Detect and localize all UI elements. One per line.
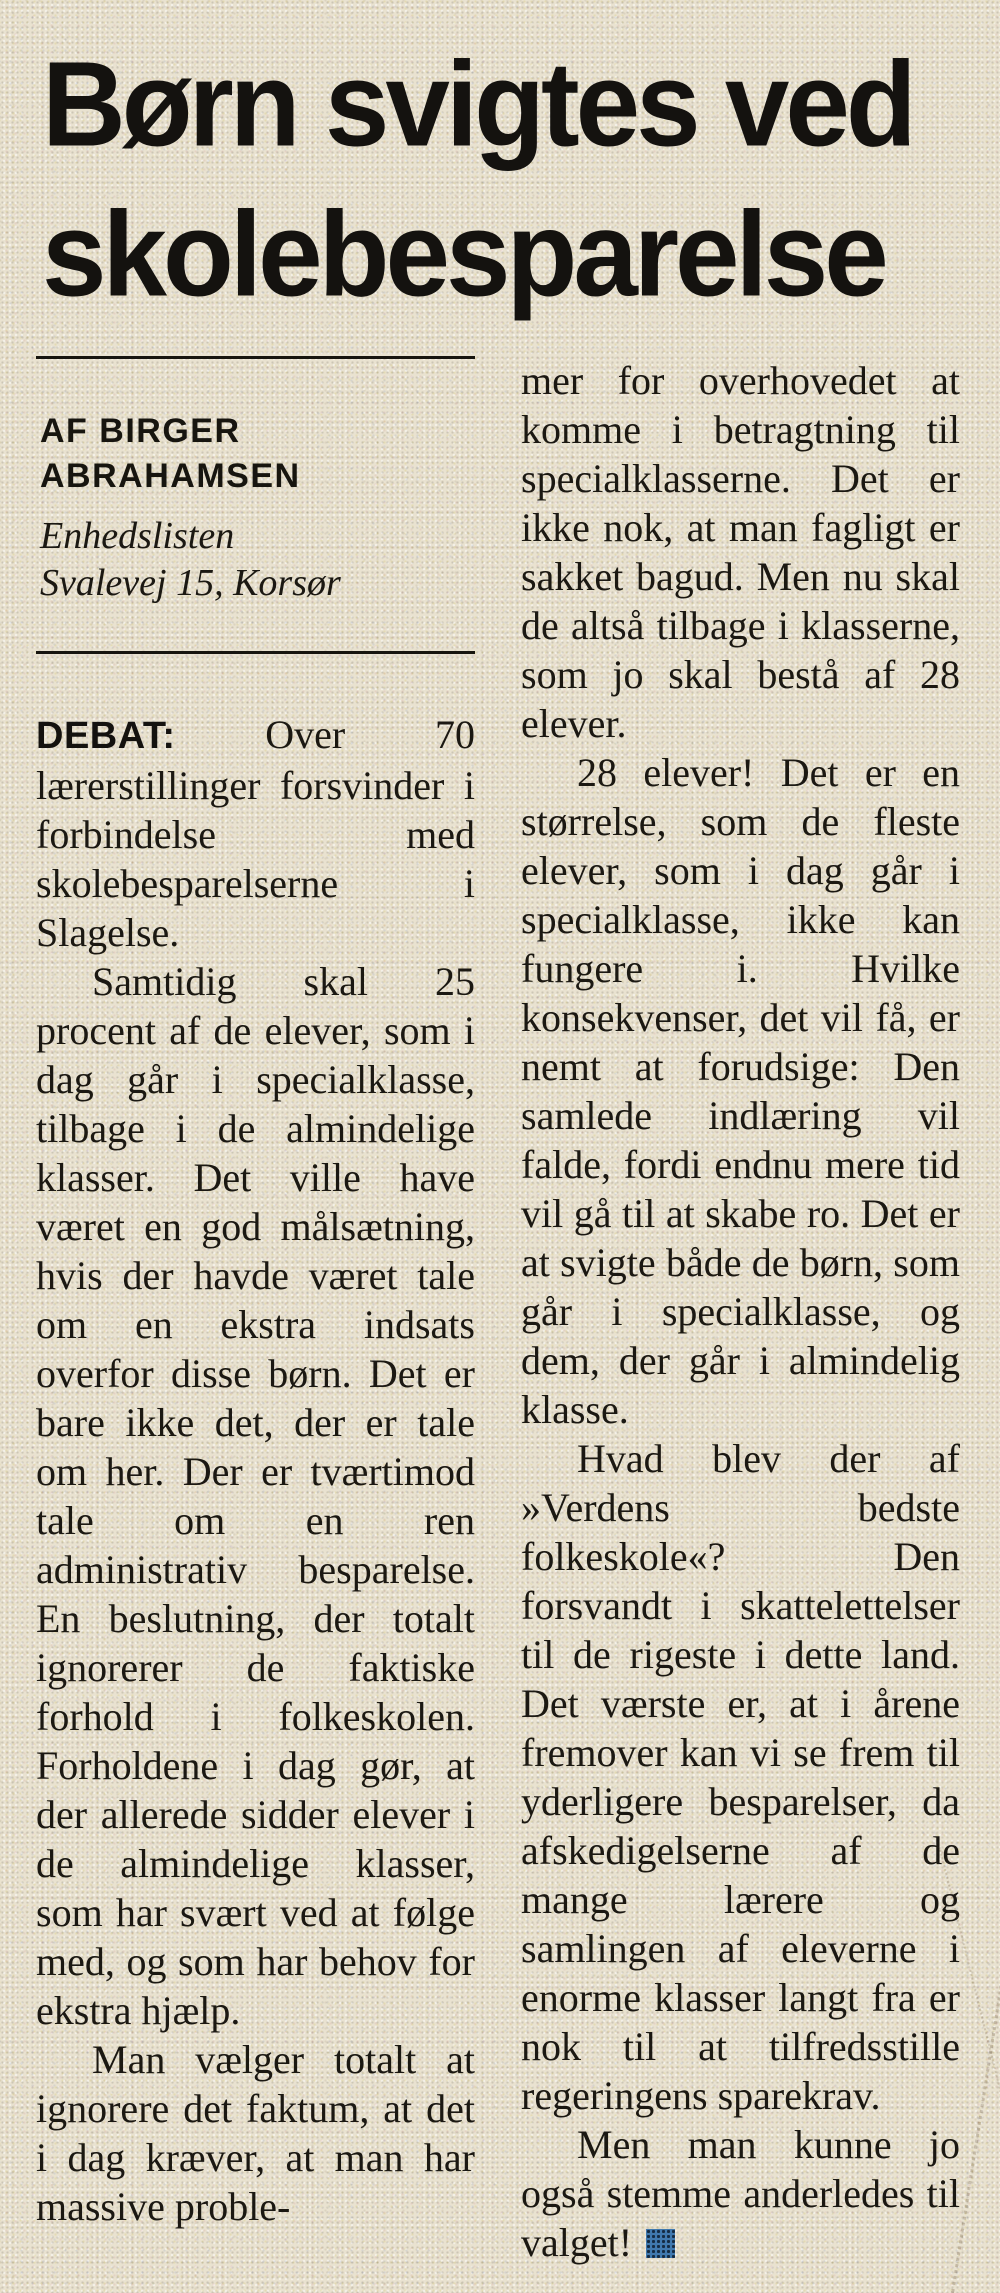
paragraph: 28 elever! Det er en størrelse, som de fleste elever, som i dag går i specialklasse, ikke kan fungere i. Hvilke konsekvenser, det vil få, er nemt at forudsige: Den samlede indlæring vil falde, fordi endnu mere tid vil gå til at skabe ro. Det er at svigte både de børn, som går i specialklasse, og dem, der går i almindelig klasse. [521, 750, 960, 1432]
article-columns [36, 356, 960, 2267]
headline-line-2: skolebesparelse [42, 186, 885, 322]
paragraph: Samtidig skal 25 procent af de elever, som i dag går i specialklasse, tilbage i de almindelige klasser. Det ville have været en god målsætning, hvis der havde været tale om en ekstra indsats overfor disse børn. Det er bare ikke det, der er tale om her. Der er tværtimod tale om en ren administrativ besparelse. En beslutning, der totalt ignorerer de faktiske forhold i folkeskolen. Forholdene i dag gør, at der allerede sidder elever i de almindelige klasser, som har svært ved at følge med, og som har behov for ekstra hjælp. [36, 959, 475, 2033]
byline-address: Svalevej 15, Korsør [40, 562, 341, 604]
byline-details [40, 513, 471, 607]
paragraph: Man vælger totalt at ignorere det faktum, at det i dag kræver, at man har massive proble- [36, 2037, 475, 2229]
article-end-mark-square [646, 2229, 675, 2258]
closing-paragraph [521, 2120, 960, 2267]
lead-paragraph [36, 710, 475, 957]
paragraph: Hvad blev der af »Verdens bedste folkeskole«? Den forsvandt i skattelettelser til de rigeste i dette land. Det værste er, at i årene fremover kan vi se frem til yderligere besparelser, da afskedigelserne af de mange lærere og samlingen af eleverne i enorme klasser langt fra er nok til at tilfredsstille regeringens sparekrav. [521, 1436, 960, 2118]
byline-block [36, 356, 475, 654]
right-column-text [521, 356, 960, 2267]
right-column [521, 356, 960, 2267]
paragraph: mer for overhovedet at komme i betragtning til specialklasserne. Det er ikke nok, at man fagligt er sakket bagud. Men nu skal de altså tilbage i klasserne, som jo skal bestå af 28 elever. [521, 358, 960, 746]
byline-author [40, 409, 471, 499]
left-column [36, 356, 475, 2267]
byline-author-line-2: ABRAHAMSEN [40, 457, 301, 495]
lead-paragraph-text: Over 70 lærerstillinger forsvinder i forbindelse med skolebesparelserne i Slagelse. [36, 712, 475, 955]
byline-author-line-1: AF BIRGER [40, 412, 241, 450]
debat-label: DEBAT: [36, 715, 176, 757]
byline-affiliation: Enhedslisten [40, 515, 235, 557]
headline-line-1: Børn svigtes ved [42, 36, 913, 172]
closing-paragraph-text: Men man kunne jo også stemme anderledes til valget! [521, 2122, 960, 2265]
left-column-text [36, 710, 475, 2231]
headline [42, 26, 960, 326]
